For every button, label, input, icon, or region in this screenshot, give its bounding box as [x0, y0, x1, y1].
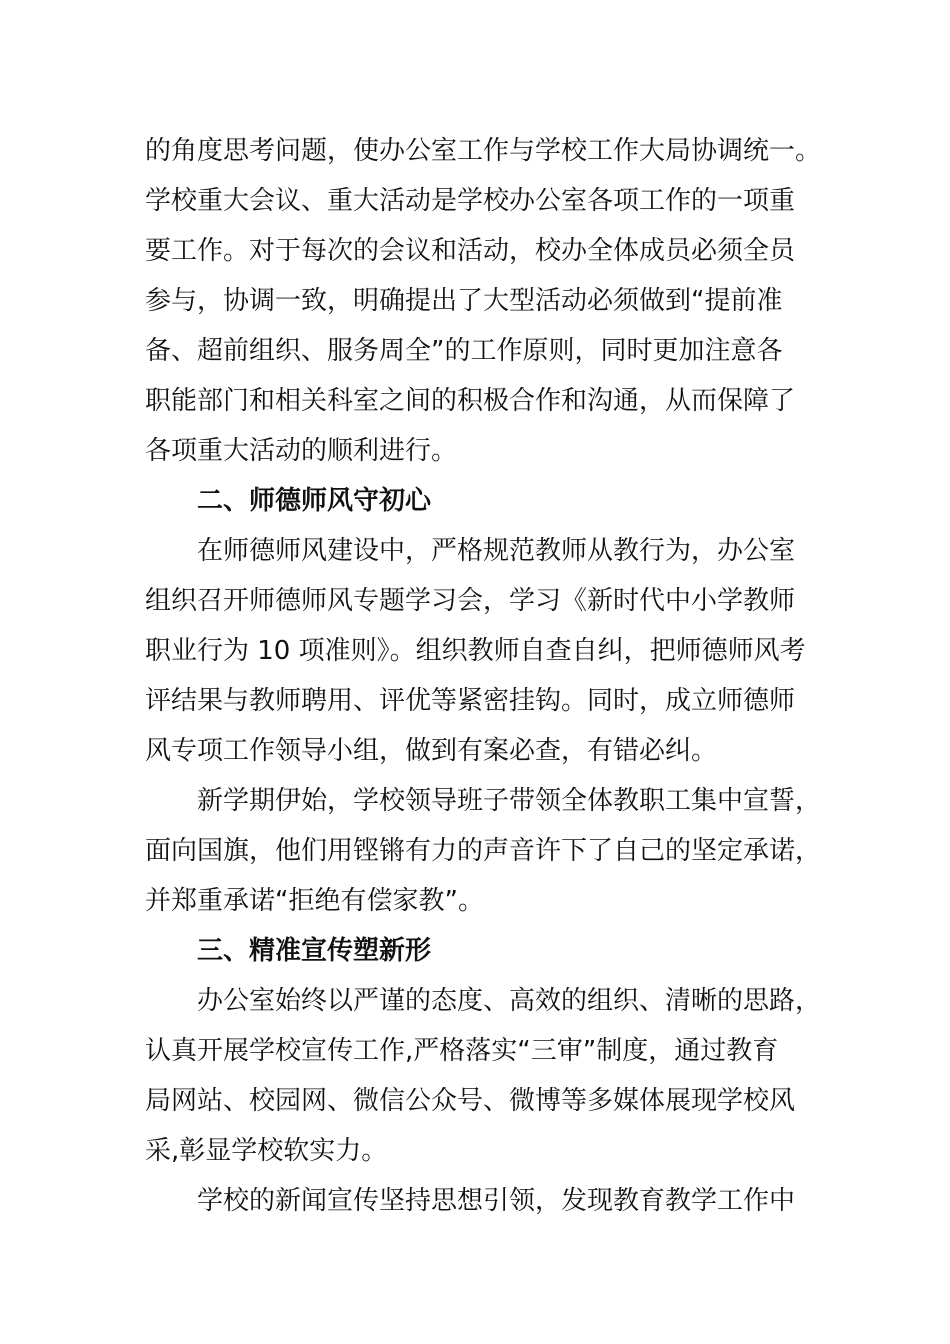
paragraph-line: 办公室始终以严谨的态度、高效的组织、清晰的思路，	[197, 986, 822, 1016]
section-heading: 三、精准宣传塑新形	[197, 936, 432, 966]
paragraph-line: 参与，协调一致，明确提出了大型活动必须做到“提前准	[145, 286, 783, 316]
document-body	[145, 126, 822, 1226]
paragraph-line: 评结果与教师聘用、评优等紧密挂钩。同时，成立师德师	[145, 686, 796, 716]
paragraph-line: 备、超前组织、服务周全”的工作原则，同时更加注意各	[145, 336, 783, 366]
paragraph-line: 并郑重承诺“拒绝有偿家教”。	[145, 886, 484, 916]
paragraph-line: 面向国旗，他们用铿锵有力的声音许下了自己的坚定承诺，	[145, 836, 822, 866]
paragraph-line: 的角度思考问题，使办公室工作与学校工作大局协调统一。	[145, 136, 822, 166]
paragraph-line: 认真开展学校宣传工作,严格落实“三审”制度，通过教育	[145, 1036, 779, 1066]
paragraph-line: 职能部门和相关科室之间的积极合作和沟通，从而保障了	[145, 386, 796, 416]
paragraph-line: 在师德师风建设中，严格规范教师从教行为，办公室	[197, 536, 796, 566]
paragraph-line: 学校的新闻宣传坚持思想引领，发现教育教学工作中	[197, 1186, 796, 1216]
paragraph-line: 新学期伊始，学校领导班子带领全体教职工集中宣誓，	[197, 786, 822, 816]
paragraph-line: 采,彰显学校软实力。	[145, 1136, 388, 1166]
section-heading: 二、师德师风守初心	[197, 486, 432, 516]
paragraph-line: 学校重大会议、重大活动是学校办公室各项工作的一项重	[145, 186, 796, 216]
paragraph-line: 局网站、校园网、微信公众号、微博等多媒体展现学校风	[145, 1086, 796, 1116]
paragraph-line: 要工作。对于每次的会议和活动，校办全体成员必须全员	[145, 236, 796, 266]
paragraph-line: 职业行为 10 项准则》。组织教师自查自纠，把师德师风考	[145, 636, 806, 666]
paragraph-line: 风专项工作领导小组，做到有案必查，有错必纠。	[145, 736, 718, 766]
paragraph-line: 各项重大活动的顺利进行。	[145, 436, 458, 466]
paragraph-line: 组织召开师德师风专题学习会，学习《新时代中小学教师	[145, 586, 796, 616]
